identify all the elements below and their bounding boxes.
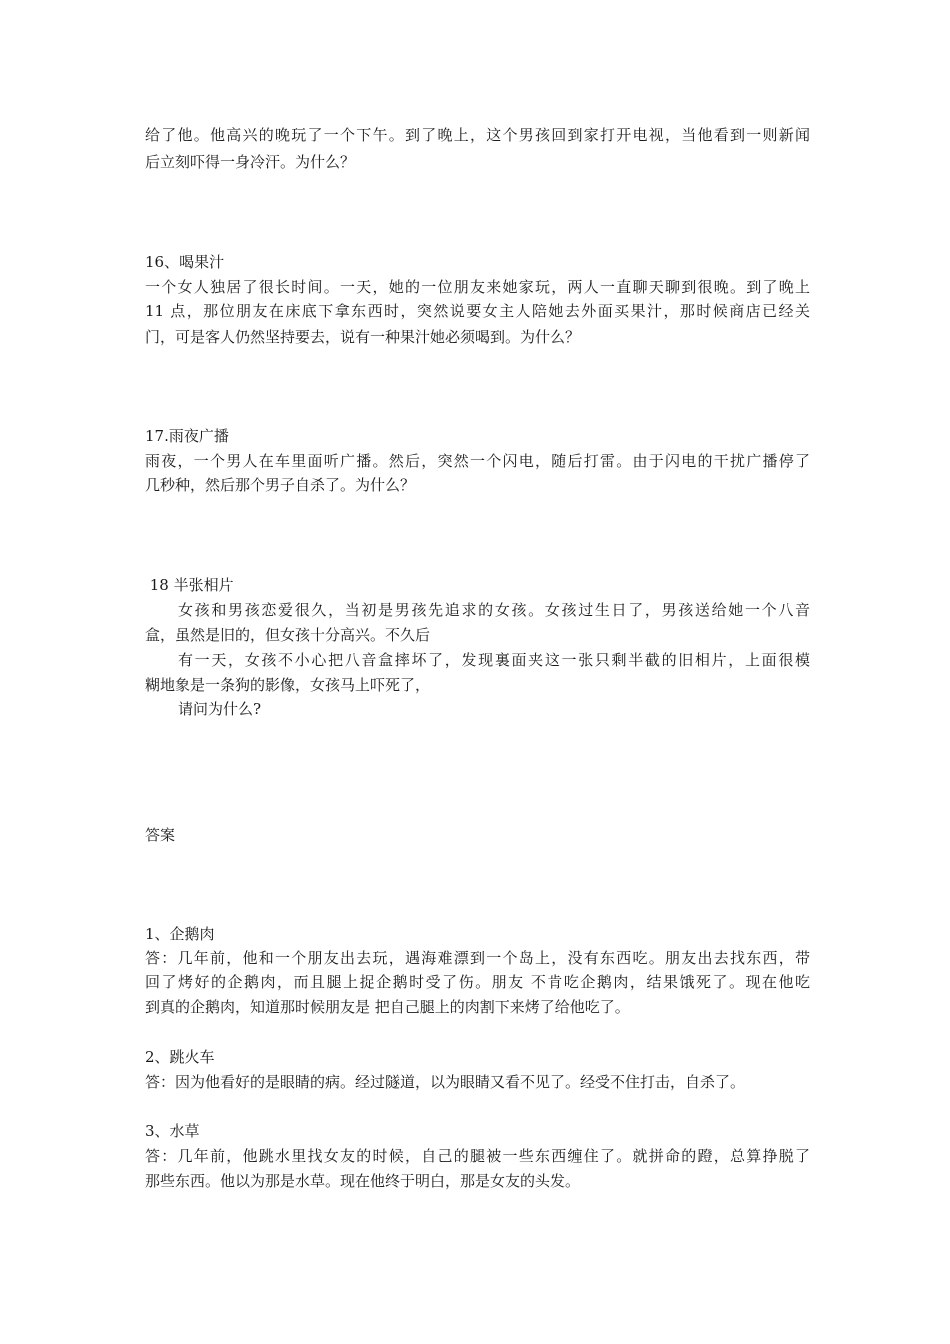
answer-2-line-1: 答：因为他看好的是眼睛的病。经过隧道，以为眼睛又看不见了。经受不住打击，自杀了。 bbox=[145, 1073, 746, 1091]
q18-line-1: 女孩和男孩恋爱很久，当初是男孩先追求的女孩。女孩过生日了，男孩送给她一个八音 bbox=[178, 601, 810, 619]
answer-3-line-1: 答：几年前，他跳水里找女友的时候，自己的腿被一些东西缠住了。就拼命的蹬，总算挣脱了 bbox=[145, 1147, 810, 1165]
q15-line-1: 给了他。他高兴的晚玩了一个下午。到了晚上，这个男孩回到家打开电视，当他看到一则新闻 bbox=[145, 126, 810, 144]
q17-line-2: 几秒种，然后那个男子自杀了。为什么？ bbox=[145, 476, 416, 494]
answer-1-title: 1、企鹅肉 bbox=[145, 925, 215, 943]
q16-line-3: 门，可是客人仍然坚持要去，说有一种果汁她必须喝到。为什么？ bbox=[145, 328, 581, 346]
answer-3-title: 3、水草 bbox=[145, 1122, 200, 1140]
answer-2-title: 2、跳火车 bbox=[145, 1048, 215, 1066]
q16-title: 16、喝果汁 bbox=[145, 253, 225, 271]
answer-1-line-1: 答：几年前，他和一个朋友出去玩，遇海难漂到一个岛上，没有东西吃。朋友出去找东西，带 bbox=[145, 949, 810, 967]
q17-line-1: 雨夜，一个男人在车里面听广播。然后，突然一个闪电，随后打雷。由于闪电的干扰广播停了 bbox=[145, 452, 810, 470]
q16-line-2: 11 点，那位朋友在床底下拿东西时，突然说要女主人陪她去外面买果汁，那时候商店已经关 bbox=[145, 302, 810, 320]
answer-3-line-2: 那些东西。他以为那是水草。现在他终于明白，那是女友的头发。 bbox=[145, 1172, 581, 1190]
q16-line-1: 一个女人独居了很长时间。一天，她的一位朋友来她家玩，两人一直聊天聊到很晚。到了晚上 bbox=[145, 278, 810, 296]
answer-1-line-3: 到真的企鹅肉，知道那时候朋友是 把自己腿上的肉割下来烤了给他吃了。 bbox=[145, 998, 630, 1016]
q17-title: 17.雨夜广播 bbox=[145, 427, 229, 445]
answer-1-line-2: 回了烤好的企鹅肉，而且腿上捉企鹅时受了伤。朋友 不肯吃企鹅肉，结果饿死了。现在他吃 bbox=[145, 973, 810, 991]
answers-heading: 答案 bbox=[145, 826, 176, 844]
q18-line-4: 糊地象是一条狗的影像，女孩马上吓死了， bbox=[145, 676, 431, 694]
q15-line-2: 后立刻吓得一身冷汗。为什么？ bbox=[145, 153, 356, 171]
q18-line-3: 有一天，女孩不小心把八音盒摔坏了，发现裏面夹这一张只剩半截的旧相片，上面很模 bbox=[178, 651, 810, 669]
q18-line-5: 请问为什么? bbox=[178, 700, 262, 718]
q18-line-2: 盒，虽然是旧的，但女孩十分高兴。不久后 bbox=[145, 626, 431, 644]
q18-title: 18 半张相片 bbox=[145, 576, 234, 594]
